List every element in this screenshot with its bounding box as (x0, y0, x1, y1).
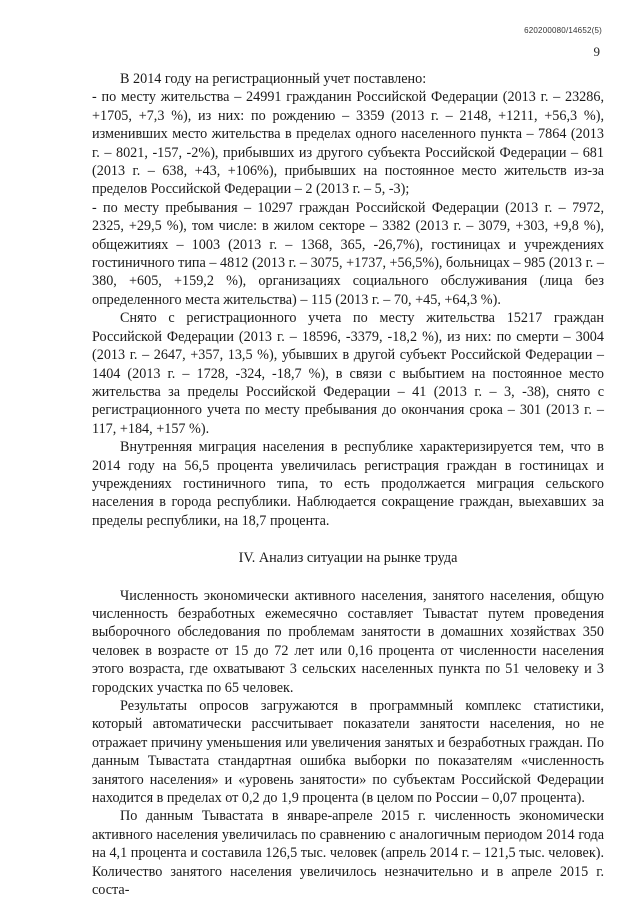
paragraph-survey-results: Результаты опросов загружаются в программный комплекс статистики, который автоматически рассчитывает показатели занятости населения, но не отражает причину уменьшения или увеличения занятых и безработных граждан. По данным Тывастата стандартная ошибка выборки по показателям «численность занятого населения» и «уровень занятости» по субъектам Российской Федерации находится в пределах от 0,2 до 1,9 процента (в целом по России – 0,07 процента). (92, 698, 604, 807)
paragraph-registration-intro: В 2014 году на регистрационный учет поставлено: (120, 71, 427, 87)
document-body (92, 70, 604, 899)
page-number: 9 (593, 44, 600, 59)
document-code: 620200080/14652(5) (524, 26, 602, 35)
paragraph-stay-registration: - по месту пребывания – 10297 граждан Российской Федерации (2013 г. – 7972, 2325, +29,5 %), том числе: в жилом секторе – 3382 (2013 г. – 3079, +303, +9,8 %), общежитиях – 1003 (2013 г. – 1368, 365, -26,7%), гостиницах и учреждениях гостиничного типа – 4812 (2013 г. – 3075, +1737, +56,5%), больницах – 985 (2013 г. – 380, +605, +159,2 %), организациях социального обслуживания (лица без определенного места жительства) – 115 (2013 г. – 70, +45, +64,3 %). (92, 199, 604, 308)
paragraph-internal-migration: Внутренняя миграция населения в республике характеризируется тем, что в 2014 году на 56,5 процента увеличилась регистрация граждан в гостиницах и учреждениях гостиничного типа, то есть продолжается миграция сельского населения в города республики. Наблюдается сокращение граждан, выехавших за пределы республики, на 18,7 процента. (92, 439, 604, 529)
paragraph-deregistration: Снято с регистрационного учета по месту жительства 15217 граждан Российской Федерации (2013 г. – 18596, -3379, -18,2 %), из них: по смерти – 3004 (2013 г. – 2647, +357, 13,5 %), убывших в другой субъект Российской Федерации – 1404 (2013 г. – 1728, -324, -18,7 %), в связи с выбытием на постоянное место жительства за пределы Российской Федерации – 41 (2013 г. – 3, -38), снято с регистрационного учета по месту пребывания до окончания срока – 301 (2013 г. – 117, +184, +157 %). (92, 310, 604, 437)
paragraph-active-population: По данным Тывастата в январе-апреле 2015 г. численность экономически активного населения увеличилась по сравнению с аналогичным периодом 2014 года на 4,1 процента и составила 126,5 тыс. человек (апрель 2014 г. – 121,5 тыс. человек). Количество занятого населения увеличилось незначительно и в апреле 2015 г. соста- (92, 808, 604, 899)
section-title: IV. Анализ ситуации на рынке труда (238, 550, 458, 567)
paragraph-labor-survey: Численность экономически активного населения, занятого населения, общую численность безработных ежемесячно составляет Тывастат путем проведения выборочного обследования по проблемам занятости в домашних хозяйствах 350 человек в возрасте от 15 до 72 лет или 0,16 процента от численности населения этого возраста, где охватывают 3 сельских населенных пункта по 51 человеку и 3 городских участка по 65 человек. (92, 587, 604, 696)
paragraph-residence-registration: - по месту жительства – 24991 гражданин Российской Федерации (2013 г. – 23286, +1705, +7,3 %), из них: по рождению – 3359 (2013 г. – 2148, +1211, +56,3 %), изменивших место жительства в пределах одного населенного пункта – 7864 (2013 г. – 8021, -157, -2%), прибывших из другого субъекта Российской Федерации – 681 (2013 г. – 638, +43, +106%), прибывших на постоянное место жительств из-за пределов Российской Федерации – 2 (2013 г. – 5, -3); (92, 89, 604, 198)
